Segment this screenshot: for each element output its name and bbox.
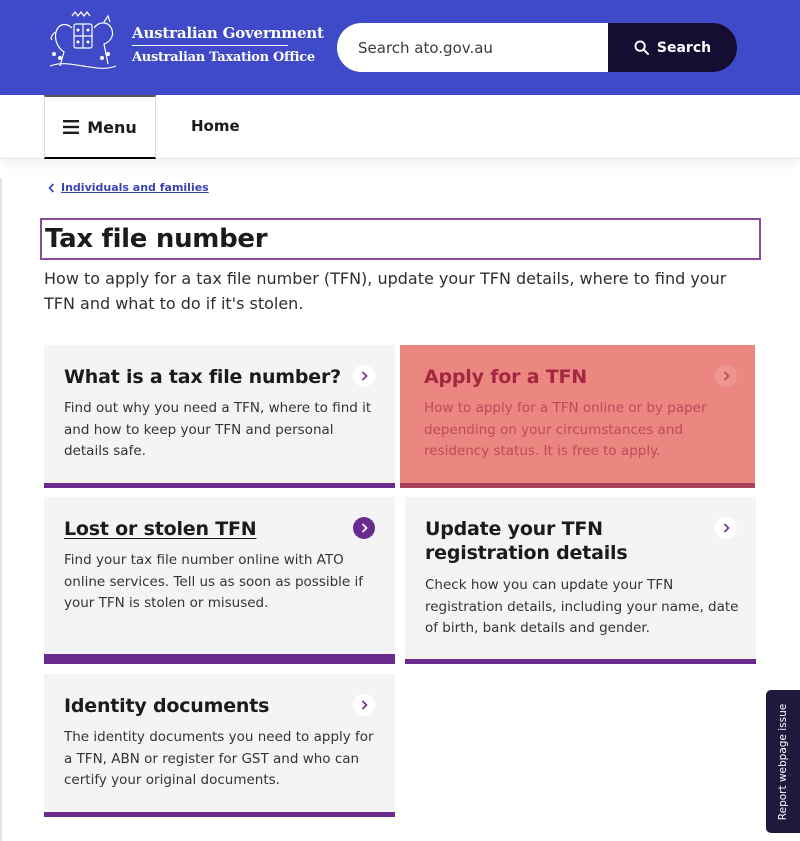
site-header xyxy=(0,0,800,95)
card-apply-for-tfn[interactable] xyxy=(400,345,755,488)
card-title: Lost or stolen TFN xyxy=(64,518,257,540)
card-identity-documents[interactable] xyxy=(44,674,395,817)
chevron-right-icon xyxy=(353,365,375,387)
agency-name: Australian Taxation Office xyxy=(132,50,315,65)
chevron-right-icon xyxy=(353,694,375,716)
breadcrumb xyxy=(48,181,209,194)
card-lost-or-stolen-tfn[interactable] xyxy=(44,497,395,664)
search-button-label: Search xyxy=(656,39,712,56)
hamburger-icon xyxy=(63,120,79,134)
card-title: What is a tax file number? xyxy=(64,366,341,388)
card-update-tfn-details[interactable] xyxy=(405,497,756,664)
card-title: Apply for a TFN xyxy=(424,366,587,388)
card-description: Find your tax file number online with ATO online services. Tell us as soon as possible if your TFN is stolen or misused. xyxy=(64,552,364,611)
card-description: How to apply for a TFN online or by paper depending on your circumstances and residency status. It is free to apply. xyxy=(424,400,707,459)
chevron-right-icon xyxy=(715,365,737,387)
report-webpage-issue-tab[interactable] xyxy=(766,690,800,833)
card-description: Find out why you need a TFN, where to find it and how to keep your TFN and personal details safe. xyxy=(64,400,372,459)
page-intro: How to apply for a tax file number (TFN), update your TFN details, where to find your TFN and what to do if it's stolen. xyxy=(44,269,727,313)
home-link[interactable]: Home xyxy=(191,117,240,135)
chevron-left-icon xyxy=(48,183,55,193)
coat-of-arms-icon xyxy=(42,10,124,72)
card-what-is-tfn[interactable] xyxy=(44,345,395,488)
main-nav xyxy=(0,95,800,159)
gov-name: Australian Government xyxy=(132,24,324,42)
search-input[interactable] xyxy=(337,23,609,72)
chevron-right-icon xyxy=(353,517,375,539)
page-title: Tax file number xyxy=(45,224,268,254)
search-button[interactable] xyxy=(608,23,737,72)
card-title: Identity documents xyxy=(64,695,270,717)
menu-label: Menu xyxy=(87,117,137,137)
breadcrumb-link-individuals[interactable]: Individuals and families xyxy=(61,181,209,194)
card-title: Update your TFN registration details xyxy=(425,518,628,564)
page-title-focus-outline xyxy=(40,218,761,260)
card-description: The identity documents you need to apply for a TFN, ABN or register for GST and who can certify your original documents. xyxy=(64,729,374,788)
chevron-right-icon xyxy=(715,517,737,539)
logo-divider xyxy=(132,45,288,46)
content-left-rule xyxy=(0,178,2,841)
menu-button[interactable] xyxy=(44,95,156,159)
search-icon xyxy=(634,40,649,55)
card-description: Check how you can update your TFN registration details, including your name, date of birth, bank details and gender. xyxy=(425,577,739,636)
ato-logo[interactable] xyxy=(42,10,324,72)
report-tab-label: Report webpage issue xyxy=(777,703,789,820)
